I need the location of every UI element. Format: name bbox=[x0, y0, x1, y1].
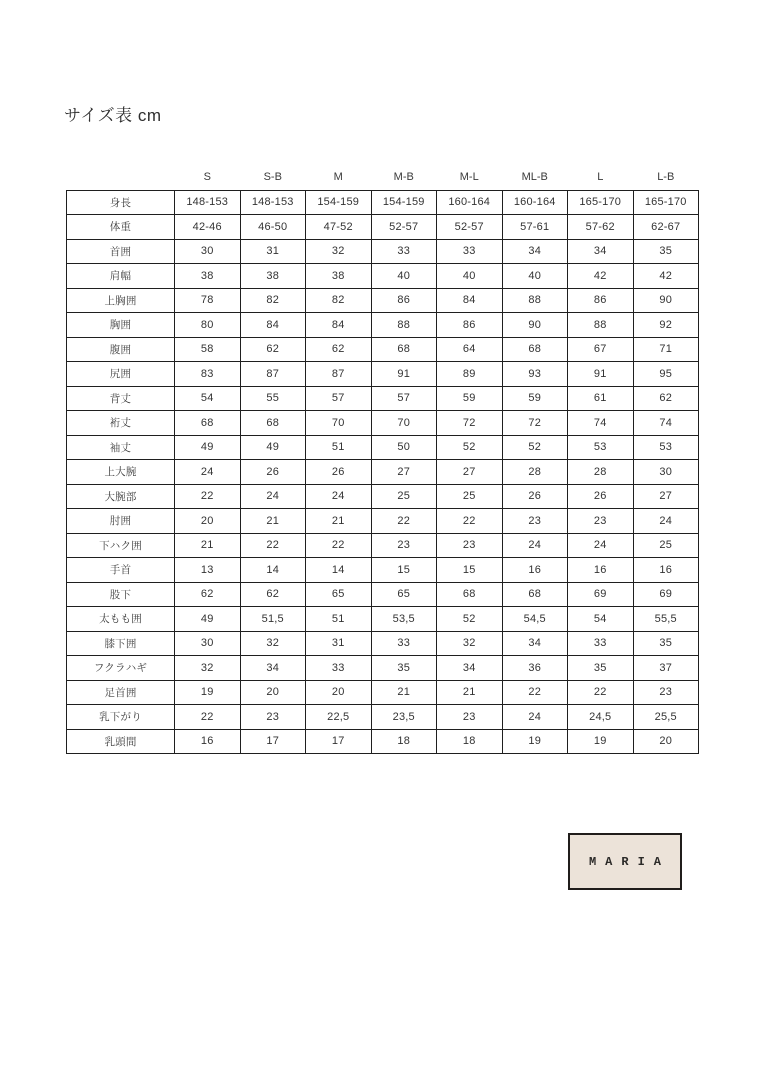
table-row bbox=[67, 484, 699, 509]
measurement-value: 16 bbox=[175, 729, 241, 754]
measurement-value: 62 bbox=[175, 582, 241, 607]
measurement-value: 15 bbox=[437, 558, 503, 583]
measurement-value: 57-61 bbox=[502, 215, 568, 240]
measurement-label: 裄丈 bbox=[67, 411, 175, 436]
measurement-value: 165-170 bbox=[633, 190, 699, 215]
measurement-value: 47-52 bbox=[306, 215, 372, 240]
table-row bbox=[67, 435, 699, 460]
measurement-value: 71 bbox=[633, 337, 699, 362]
brand-logo-box bbox=[568, 833, 682, 890]
measurement-value: 69 bbox=[633, 582, 699, 607]
measurement-value: 23 bbox=[568, 509, 634, 534]
measurement-value: 87 bbox=[240, 362, 306, 387]
measurement-value: 37 bbox=[633, 656, 699, 681]
measurement-value: 59 bbox=[437, 386, 503, 411]
measurement-value: 84 bbox=[306, 313, 372, 338]
measurement-value: 20 bbox=[175, 509, 241, 534]
measurement-value: 51,5 bbox=[240, 607, 306, 632]
measurement-value: 93 bbox=[502, 362, 568, 387]
measurement-value: 33 bbox=[306, 656, 372, 681]
table-row bbox=[67, 729, 699, 754]
measurement-value: 24 bbox=[502, 705, 568, 730]
measurement-value: 17 bbox=[306, 729, 372, 754]
table-row bbox=[67, 264, 699, 289]
size-column-header: S-B bbox=[263, 170, 282, 183]
measurement-label: 胸囲 bbox=[67, 313, 175, 338]
measurement-value: 30 bbox=[175, 631, 241, 656]
measurement-value: 52 bbox=[437, 607, 503, 632]
measurement-value: 16 bbox=[502, 558, 568, 583]
measurement-value: 70 bbox=[306, 411, 372, 436]
measurement-value: 70 bbox=[371, 411, 437, 436]
measurement-value: 154-159 bbox=[306, 190, 372, 215]
measurement-value: 160-164 bbox=[437, 190, 503, 215]
measurement-value: 31 bbox=[240, 239, 306, 264]
measurement-value: 23 bbox=[633, 680, 699, 705]
measurement-value: 90 bbox=[502, 313, 568, 338]
measurement-value: 27 bbox=[633, 484, 699, 509]
measurement-value: 17 bbox=[240, 729, 306, 754]
measurement-value: 22 bbox=[568, 680, 634, 705]
measurement-value: 165-170 bbox=[568, 190, 634, 215]
measurement-value: 68 bbox=[502, 337, 568, 362]
measurement-value: 80 bbox=[175, 313, 241, 338]
measurement-value: 32 bbox=[306, 239, 372, 264]
measurement-value: 86 bbox=[371, 288, 437, 313]
measurement-label: 首囲 bbox=[67, 239, 175, 264]
size-table bbox=[66, 166, 699, 754]
size-table-head bbox=[67, 166, 699, 190]
measurement-value: 87 bbox=[306, 362, 372, 387]
measurement-value: 68 bbox=[502, 582, 568, 607]
table-row bbox=[67, 705, 699, 730]
table-row bbox=[67, 215, 699, 240]
measurement-value: 57-62 bbox=[568, 215, 634, 240]
measurement-value: 160-164 bbox=[502, 190, 568, 215]
measurement-value: 34 bbox=[502, 239, 568, 264]
measurement-value: 40 bbox=[437, 264, 503, 289]
table-row bbox=[67, 558, 699, 583]
measurement-value: 53 bbox=[633, 435, 699, 460]
measurement-label: 尻囲 bbox=[67, 362, 175, 387]
table-row bbox=[67, 411, 699, 436]
measurement-value: 26 bbox=[568, 484, 634, 509]
measurement-value: 20 bbox=[306, 680, 372, 705]
measurement-value: 90 bbox=[633, 288, 699, 313]
measurement-label: 体重 bbox=[67, 215, 175, 240]
measurement-value: 50 bbox=[371, 435, 437, 460]
measurement-value: 33 bbox=[371, 631, 437, 656]
measurement-value: 34 bbox=[240, 656, 306, 681]
measurement-label: 肘囲 bbox=[67, 509, 175, 534]
measurement-value: 25,5 bbox=[633, 705, 699, 730]
measurement-value: 27 bbox=[371, 460, 437, 485]
table-row bbox=[67, 239, 699, 264]
measurement-value: 84 bbox=[437, 288, 503, 313]
measurement-value: 23 bbox=[502, 509, 568, 534]
size-column-header: M-L bbox=[459, 170, 479, 183]
measurement-value: 35 bbox=[633, 631, 699, 656]
measurement-value: 86 bbox=[437, 313, 503, 338]
measurement-value: 22 bbox=[502, 680, 568, 705]
size-column-header: S bbox=[203, 170, 211, 183]
measurement-label: 乳頭間 bbox=[67, 729, 175, 754]
measurement-label: 肩幅 bbox=[67, 264, 175, 289]
measurement-value: 74 bbox=[568, 411, 634, 436]
measurement-value: 62-67 bbox=[633, 215, 699, 240]
measurement-label: 下ハク囲 bbox=[67, 533, 175, 558]
measurement-value: 52-57 bbox=[371, 215, 437, 240]
table-row bbox=[67, 582, 699, 607]
corner-cell bbox=[67, 166, 175, 190]
measurement-value: 24,5 bbox=[568, 705, 634, 730]
measurement-value: 31 bbox=[306, 631, 372, 656]
measurement-value: 38 bbox=[175, 264, 241, 289]
measurement-label: 背丈 bbox=[67, 386, 175, 411]
measurement-value: 23,5 bbox=[371, 705, 437, 730]
measurement-value: 82 bbox=[306, 288, 372, 313]
measurement-value: 22 bbox=[306, 533, 372, 558]
table-row bbox=[67, 631, 699, 656]
measurement-value: 18 bbox=[371, 729, 437, 754]
measurement-value: 35 bbox=[568, 656, 634, 681]
size-column-header: L bbox=[597, 170, 604, 183]
measurement-value: 13 bbox=[175, 558, 241, 583]
measurement-value: 86 bbox=[568, 288, 634, 313]
measurement-value: 19 bbox=[175, 680, 241, 705]
measurement-value: 34 bbox=[437, 656, 503, 681]
measurement-value: 42 bbox=[568, 264, 634, 289]
measurement-value: 35 bbox=[371, 656, 437, 681]
measurement-value: 14 bbox=[306, 558, 372, 583]
measurement-value: 40 bbox=[502, 264, 568, 289]
measurement-value: 19 bbox=[502, 729, 568, 754]
measurement-value: 53,5 bbox=[371, 607, 437, 632]
measurement-label: 上大腕 bbox=[67, 460, 175, 485]
table-row bbox=[67, 337, 699, 362]
measurement-value: 20 bbox=[633, 729, 699, 754]
measurement-value: 36 bbox=[502, 656, 568, 681]
size-column-header: L-B bbox=[657, 170, 675, 183]
measurement-value: 42 bbox=[633, 264, 699, 289]
brand-logo-text: MARIA bbox=[588, 854, 670, 869]
measurement-value: 148-153 bbox=[240, 190, 306, 215]
measurement-label: 上胸囲 bbox=[67, 288, 175, 313]
measurement-value: 62 bbox=[240, 582, 306, 607]
measurement-value: 35 bbox=[633, 239, 699, 264]
measurement-value: 21 bbox=[371, 680, 437, 705]
measurement-value: 51 bbox=[306, 607, 372, 632]
measurement-label: 乳下がり bbox=[67, 705, 175, 730]
measurement-value: 42-46 bbox=[175, 215, 241, 240]
measurement-value: 83 bbox=[175, 362, 241, 387]
measurement-value: 82 bbox=[240, 288, 306, 313]
measurement-value: 26 bbox=[306, 460, 372, 485]
measurement-label: 身長 bbox=[67, 190, 175, 215]
measurement-value: 51 bbox=[306, 435, 372, 460]
table-row bbox=[67, 190, 699, 215]
measurement-value: 21 bbox=[175, 533, 241, 558]
measurement-label: 腹囲 bbox=[67, 337, 175, 362]
measurement-value: 19 bbox=[568, 729, 634, 754]
size-column-header: ML-B bbox=[521, 170, 548, 183]
size-column-header: M-B bbox=[393, 170, 414, 183]
measurement-value: 54 bbox=[568, 607, 634, 632]
measurement-value: 33 bbox=[437, 239, 503, 264]
measurement-label: 股下 bbox=[67, 582, 175, 607]
measurement-value: 24 bbox=[240, 484, 306, 509]
measurement-value: 64 bbox=[437, 337, 503, 362]
table-row bbox=[67, 362, 699, 387]
table-row bbox=[67, 288, 699, 313]
measurement-value: 33 bbox=[371, 239, 437, 264]
measurement-value: 26 bbox=[240, 460, 306, 485]
measurement-value: 40 bbox=[371, 264, 437, 289]
table-row bbox=[67, 533, 699, 558]
measurement-value: 32 bbox=[175, 656, 241, 681]
measurement-value: 62 bbox=[240, 337, 306, 362]
measurement-label: 足首囲 bbox=[67, 680, 175, 705]
measurement-value: 61 bbox=[568, 386, 634, 411]
measurement-value: 52-57 bbox=[437, 215, 503, 240]
measurement-value: 38 bbox=[240, 264, 306, 289]
measurement-value: 25 bbox=[371, 484, 437, 509]
measurement-value: 92 bbox=[633, 313, 699, 338]
measurement-value: 22 bbox=[175, 484, 241, 509]
measurement-value: 67 bbox=[568, 337, 634, 362]
measurement-value: 30 bbox=[633, 460, 699, 485]
measurement-value: 28 bbox=[568, 460, 634, 485]
measurement-value: 25 bbox=[437, 484, 503, 509]
measurement-value: 52 bbox=[502, 435, 568, 460]
table-row bbox=[67, 313, 699, 338]
measurement-value: 49 bbox=[240, 435, 306, 460]
size-column-header: M bbox=[333, 170, 343, 183]
measurement-value: 24 bbox=[568, 533, 634, 558]
measurement-value: 20 bbox=[240, 680, 306, 705]
measurement-value: 58 bbox=[175, 337, 241, 362]
measurement-value: 54 bbox=[175, 386, 241, 411]
measurement-value: 72 bbox=[437, 411, 503, 436]
measurement-value: 23 bbox=[437, 705, 503, 730]
table-row bbox=[67, 656, 699, 681]
measurement-value: 74 bbox=[633, 411, 699, 436]
measurement-value: 22 bbox=[240, 533, 306, 558]
measurement-label: 手首 bbox=[67, 558, 175, 583]
measurement-value: 88 bbox=[371, 313, 437, 338]
measurement-value: 21 bbox=[240, 509, 306, 534]
measurement-value: 24 bbox=[306, 484, 372, 509]
measurement-value: 53 bbox=[568, 435, 634, 460]
table-row bbox=[67, 386, 699, 411]
measurement-value: 78 bbox=[175, 288, 241, 313]
measurement-value: 62 bbox=[306, 337, 372, 362]
measurement-value: 84 bbox=[240, 313, 306, 338]
measurement-value: 68 bbox=[437, 582, 503, 607]
table-row bbox=[67, 607, 699, 632]
measurement-value: 52 bbox=[437, 435, 503, 460]
measurement-value: 62 bbox=[633, 386, 699, 411]
measurement-value: 21 bbox=[306, 509, 372, 534]
measurement-value: 59 bbox=[502, 386, 568, 411]
measurement-value: 16 bbox=[568, 558, 634, 583]
measurement-value: 26 bbox=[502, 484, 568, 509]
measurement-value: 24 bbox=[633, 509, 699, 534]
measurement-value: 21 bbox=[437, 680, 503, 705]
measurement-value: 91 bbox=[371, 362, 437, 387]
size-table-body bbox=[67, 190, 699, 754]
measurement-value: 18 bbox=[437, 729, 503, 754]
measurement-value: 27 bbox=[437, 460, 503, 485]
measurement-value: 72 bbox=[502, 411, 568, 436]
measurement-value: 34 bbox=[502, 631, 568, 656]
measurement-value: 23 bbox=[240, 705, 306, 730]
measurement-value: 54,5 bbox=[502, 607, 568, 632]
measurement-value: 25 bbox=[633, 533, 699, 558]
table-row bbox=[67, 680, 699, 705]
measurement-value: 46-50 bbox=[240, 215, 306, 240]
page-title: サイズ表 cm bbox=[64, 106, 162, 125]
measurement-value: 22,5 bbox=[306, 705, 372, 730]
measurement-value: 49 bbox=[175, 607, 241, 632]
measurement-value: 65 bbox=[306, 582, 372, 607]
measurement-value: 24 bbox=[502, 533, 568, 558]
measurement-value: 30 bbox=[175, 239, 241, 264]
measurement-value: 23 bbox=[437, 533, 503, 558]
table-row bbox=[67, 509, 699, 534]
measurement-value: 154-159 bbox=[371, 190, 437, 215]
measurement-value: 88 bbox=[502, 288, 568, 313]
measurement-value: 55 bbox=[240, 386, 306, 411]
measurement-value: 49 bbox=[175, 435, 241, 460]
measurement-value: 38 bbox=[306, 264, 372, 289]
measurement-value: 16 bbox=[633, 558, 699, 583]
measurement-value: 34 bbox=[568, 239, 634, 264]
size-table-header-row bbox=[67, 166, 699, 190]
measurement-value: 68 bbox=[175, 411, 241, 436]
measurement-value: 32 bbox=[437, 631, 503, 656]
measurement-label: 太もも囲 bbox=[67, 607, 175, 632]
measurement-value: 24 bbox=[175, 460, 241, 485]
measurement-value: 22 bbox=[175, 705, 241, 730]
measurement-value: 65 bbox=[371, 582, 437, 607]
measurement-value: 28 bbox=[502, 460, 568, 485]
measurement-value: 23 bbox=[371, 533, 437, 558]
measurement-label: 膝下囲 bbox=[67, 631, 175, 656]
measurement-value: 91 bbox=[568, 362, 634, 387]
measurement-value: 57 bbox=[371, 386, 437, 411]
measurement-value: 88 bbox=[568, 313, 634, 338]
measurement-value: 89 bbox=[437, 362, 503, 387]
measurement-value: 15 bbox=[371, 558, 437, 583]
measurement-value: 22 bbox=[371, 509, 437, 534]
measurement-value: 14 bbox=[240, 558, 306, 583]
measurement-value: 68 bbox=[240, 411, 306, 436]
measurement-value: 57 bbox=[306, 386, 372, 411]
measurement-value: 68 bbox=[371, 337, 437, 362]
measurement-label: フクラハギ bbox=[67, 656, 175, 681]
measurement-label: 袖丈 bbox=[67, 435, 175, 460]
measurement-value: 69 bbox=[568, 582, 634, 607]
measurement-value: 148-153 bbox=[175, 190, 241, 215]
measurement-value: 32 bbox=[240, 631, 306, 656]
measurement-value: 55,5 bbox=[633, 607, 699, 632]
measurement-value: 33 bbox=[568, 631, 634, 656]
measurement-value: 95 bbox=[633, 362, 699, 387]
measurement-value: 22 bbox=[437, 509, 503, 534]
table-row bbox=[67, 460, 699, 485]
measurement-label: 大腕部 bbox=[67, 484, 175, 509]
